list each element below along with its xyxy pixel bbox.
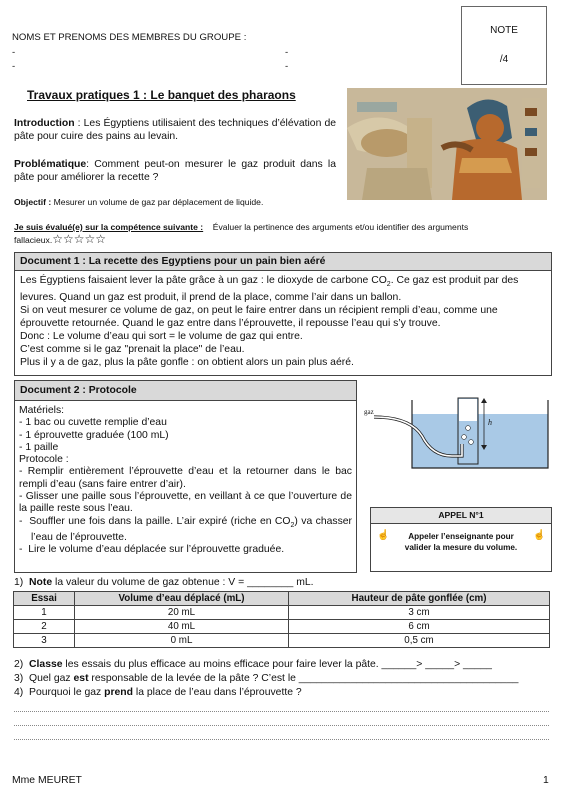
document-1 [14, 252, 552, 376]
table-row: 2 40 mL 6 cm [14, 620, 550, 634]
results-table [13, 591, 550, 648]
page-title: Travaux pratiques 1 : Le banquet des pharaons [27, 88, 296, 102]
intro-label: Introduction [14, 118, 75, 129]
appel-box [370, 507, 552, 572]
question-3: 3) Quel gaz est responsable de la levée de la pâte ? C’est le ______________________________________ [14, 673, 519, 684]
hand-icon: ☝ [533, 530, 546, 541]
note-box [461, 6, 547, 85]
competence-label: Je suis évalué(e) sur la compétence suivante : [14, 222, 204, 232]
table-header: Hauteur de pâte gonflée (cm) [289, 592, 550, 606]
pharaoh-relief-image [347, 88, 547, 200]
answer-line[interactable] [14, 738, 549, 740]
appel-text: Appeler l’enseignante pour valider la mesure du volume. [404, 532, 518, 552]
protocol-step: - Glisser une paille sous l’éprouvette, en veillant à ce que l’ouverture de la paille reste sous l’eau. [19, 491, 352, 515]
intro-text: : Les Égyptiens utilisaient des techniques d’élévation de pâte pour cuire des pains au levain. [14, 118, 336, 142]
protocol-step: - Souffler une fois dans la paille. L’air expiré (riche en $CO_2$) va chasser l’eau de l’éprouvette. [19, 515, 353, 544]
document-1-title: Document 1 : La recette des Egyptiens pour un pain bien aéré [15, 253, 551, 271]
members-label: NOMS ET PRENOMS DES MEMBRES DU GROUPE : [12, 32, 247, 43]
table-header: Volume d’eau déplacé (mL) [75, 592, 289, 606]
document-1-body [15, 271, 551, 372]
competence-text: Évaluer la pertinence des arguments et/ou identifier des arguments fallacieux. [14, 222, 469, 245]
footer-author: Mme MEURET [12, 775, 82, 786]
material-item: - 1 éprouvette graduée (100 mL) [19, 429, 169, 441]
document-2-body [15, 401, 356, 557]
height-label: h [488, 418, 492, 427]
question-2: 2) Classe les essais du plus efficace au moins efficace pour faire lever la pâte. ______> _____> _____ [14, 659, 492, 670]
page-number: 1 [543, 775, 549, 786]
note-score: /4 [499, 54, 509, 65]
doc1-paragraph: C’est comme si le gaz "prenait la place" de l’eau. [20, 344, 245, 356]
appel-title: APPEL N°1 [371, 508, 551, 524]
problem-text: : Comment peut-on mesurer le gaz produit dans la pâte pour améliorer la recette ? [14, 159, 336, 183]
answer-line[interactable] [14, 724, 549, 726]
introduction [14, 117, 336, 143]
member-dash: - [12, 61, 16, 72]
table-row: 3 0 mL 0,5 cm [14, 634, 550, 648]
doc1-paragraph: Plus il y a de gaz, plus la pâte gonfle : on obtient alors un pain plus aéré. [20, 357, 354, 369]
results-table-grid [13, 591, 550, 648]
problematique [14, 158, 336, 184]
material-item: - 1 bac ou cuvette remplie d’eau [19, 417, 167, 429]
table-row: 1 20 mL 3 cm [14, 606, 550, 620]
hand-icon: ☝ [377, 530, 390, 541]
answer-line[interactable] [14, 710, 549, 712]
question-4: 4) Pourquoi le gaz prend la place de l’eau dans l’éprouvette ? [14, 687, 302, 698]
note-label: NOTE [490, 25, 518, 36]
objective [14, 197, 263, 207]
document-2-title: Document 2 : Protocole [15, 381, 356, 401]
materials-label: Matériels: [19, 405, 65, 416]
objective-text: Mesurer un volume de gaz par déplacement de liquide. [51, 197, 264, 207]
objective-label: Objectif : [14, 197, 52, 207]
member-dash: - [285, 61, 289, 72]
material-item: - 1 paille [19, 441, 59, 453]
gas-label: gaz [364, 408, 374, 416]
competence [14, 221, 551, 246]
rating-stars-icon: ☆☆☆☆☆ [52, 232, 107, 246]
member-dash: - [285, 47, 289, 58]
document-2 [14, 380, 357, 573]
protocol-step: - Remplir entièrement l’éprouvette d’eau et la retourner dans le bac rempli d’eau (sans faire entrer d’air). [19, 466, 352, 490]
gas-collection-diagram [360, 384, 550, 476]
question-1: 1) Note la valeur du volume de gaz obtenue : V = ________ mL. [14, 577, 314, 588]
member-dash: - [12, 47, 16, 58]
protocol-label: Protocole : [19, 454, 69, 466]
protocol-step: - Lire le volume d’eau déplacée sur l’éprouvette graduée. [19, 544, 285, 556]
problem-label: Problématique [14, 159, 87, 170]
doc1-paragraph: Donc : Le volume d’eau qui sort = le volume de gaz qui entre. [20, 331, 303, 343]
table-header: Essai [14, 592, 75, 606]
doc1-paragraph: Si on veut mesurer ce volume de gaz, on peut le faire entrer dans un récipient rempli d’eau, comme une éprouvette retournée. Quand le gaz entre dans l’éprouvette, il repousse l’eau qui s’y trouve. [20, 305, 498, 330]
doc1-paragraph: Les Égyptiens faisaient lever la pâte grâce à un gaz : le dioxyde de carbone $CO_2$. Ce gaz est produit par des levures. Quand un gaz est produit, il prend de la place, comme l’air dans un ballon. [20, 275, 519, 304]
